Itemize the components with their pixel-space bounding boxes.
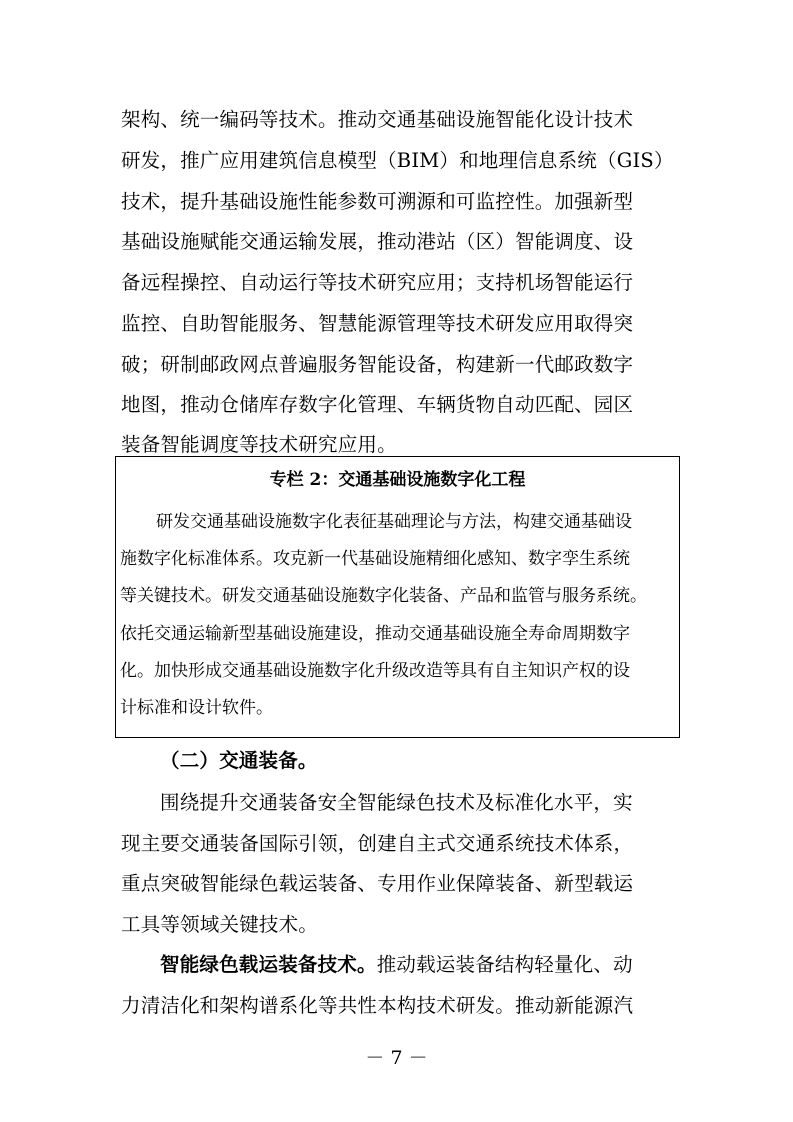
paragraph-line bbox=[160, 952, 680, 978]
paragraph-line: 架构、统一编码等技术。推动交通基础设施智能化设计技术 bbox=[121, 108, 634, 131]
column-line: 计标准和设计软件。 bbox=[120, 698, 273, 718]
paragraph-line: 现主要交通装备国际引领，创建自主式交通系统技术体系， bbox=[121, 832, 634, 855]
paragraph-line: 技术，提升基础设施性能参数可溯源和可监控性。加强新型 bbox=[121, 190, 634, 213]
column-title: 专栏 2：交通基础设施数字化工程 bbox=[269, 470, 526, 490]
paragraph-text: 推动载运装备结构轻量化、动 bbox=[376, 953, 633, 976]
paragraph-line: 地图，推动仓储库存数字化管理、车辆货物自动匹配、园区 bbox=[121, 393, 634, 416]
paragraph-line: 工具等领域关键技术。 bbox=[121, 913, 319, 936]
paragraph-line: 重点突破智能绿色载运装备、专用作业保障装备、新型载运 bbox=[121, 872, 634, 895]
column-line: 施数字化标准体系。攻克新一代基础设施精细化感知、数字孪生系统 bbox=[120, 549, 630, 569]
paragraph-line: 破；研制邮政网点普遍服务智能设备，构建新一代邮政数字 bbox=[121, 353, 634, 376]
paragraph-line: 备远程操控、自动运行等技术研究应用；支持机场智能运行 bbox=[121, 271, 634, 294]
column-line: 研发交通基础设施数字化表征基础理论与方法，构建交通基础设 bbox=[156, 512, 632, 532]
page-number: － 7 － bbox=[365, 1047, 428, 1069]
paragraph-line: 装备智能调度等技术研究应用。 bbox=[121, 433, 397, 456]
column-line: 等关键技术。研发交通基础设施数字化装备、产品和监管与服务系统。 bbox=[120, 586, 647, 606]
paragraph-line: 监控、自助智能服务、智慧能源管理等技术研发应用取得突 bbox=[121, 312, 634, 335]
paragraph-line: 基础设施赋能交通运输发展，推动港站（区）智能调度、设 bbox=[121, 230, 634, 253]
section-heading: （二）交通装备。 bbox=[160, 749, 318, 772]
paragraph-lead: 智能绿色载运装备技术。 bbox=[160, 953, 377, 976]
column-line: 化。加快形成交通基础设施数字化升级改造等具有自主知识产权的设 bbox=[120, 661, 630, 681]
paragraph-line: 围绕提升交通装备安全智能绿色技术及标准化水平，实 bbox=[160, 791, 633, 814]
paragraph-line: 力清洁化和架构谱系化等共性本构技术研发。推动新能源汽 bbox=[121, 994, 634, 1017]
column-line: 依托交通运输新型基础设施建设，推动交通基础设施全寿命周期数字 bbox=[120, 624, 630, 644]
paragraph-line: 研发，推广应用建筑信息模型（BIM）和地理信息系统（GIS） bbox=[121, 149, 674, 172]
